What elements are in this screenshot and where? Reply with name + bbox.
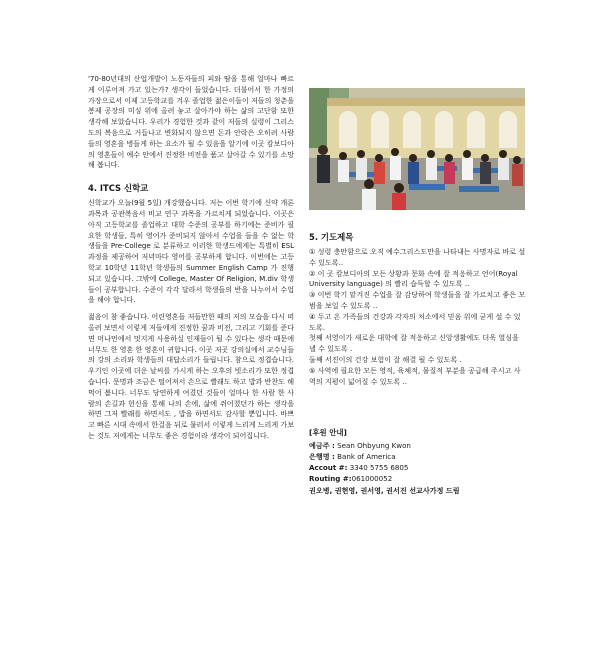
routing-number-value: 061000052 <box>351 474 393 484</box>
bank-name-row <box>309 451 527 462</box>
right-column <box>309 88 527 496</box>
prayer-section <box>309 232 527 387</box>
classroom-photo <box>309 88 525 210</box>
photo-illustration <box>309 88 525 210</box>
prayer-heading: 5. 기도제목 <box>309 232 354 242</box>
ltcs-paragraph-1: 신학교가 오늘(9월 5일) 개강했습니다. 저는 이번 학기에 신약 개론 과목과 공관복음서 비교 연구 과목을 가르치게 되었습니다. 이곳은 아직 고등학교를 졸업하고 대학 수준의 공부를 하기에는 준비가 필요한 학생들, 특히 영어가 준비되지 않아서 수업을 들을 수 없는 학생들을 Pre-College 로 분류하고 이러한 학생드에게는 특별히 ESL 과정을 제공하여 저녁마다 영어를 공부하게 합니다. 이번에는 고등학교 10학년 11학년 학생들의 Summer English Camp 가 진행되고 있습니다. 그밖에 College, Master Of Religion, M.div 학생들이 공부합니다. 수준이 각각 달라서 학생들의 반을 나누어서 수업을 해야 합니다. <box>88 198 294 305</box>
family-signature: 권오병, 권현영, 권서영, 권서진 선교사가정 드림 <box>309 486 460 496</box>
ltcs-heading: 4. ITCS 신학교 <box>88 183 149 194</box>
intro-paragraph: '70-80년대의 산업개발이 노동자들의 피와 땀을 통해 얼마나 빠르게 이루어져 가고 있는가? 생각이 들었습니다. 더불어서 한 가정의 가장으로서 이제 고등학교를 겨우 졸업한 젊은이들이 저들의 청춘을 봉제 공장의 미싱 위에 올려 놓고 살아가야 하는 삶의 고단함 또한 생각해 보았습니다. 우리가 경험한 것과 같이 저들의 실령이 그리스도의 복음으로 거듭나고 변화되지 않으면 돈과 안락은 오히려 사람들의 영혼을 병들게 하는 요소가 될 수 있음을 알기에 이곳 캄보디아의 영혼들이 예수 안에서 진정한 비전을 품고 살아갈 수 있기를 소망해 봅니다. <box>88 74 294 170</box>
support-title: [후원 안내] <box>309 428 347 438</box>
account-number-label: Accout #: <box>309 463 348 473</box>
routing-number-row <box>309 473 527 484</box>
bank-name-label: 은행명 : <box>309 452 335 462</box>
account-number-row <box>309 462 527 473</box>
prayer-item: ③ 이번 학기 맡겨진 수업을 잘 감당하여 학생들을 잘 가르치고 좋은 모범을 보일 수 있도록 .. <box>309 290 526 310</box>
routing-number-label: Routing #: <box>309 474 352 484</box>
prayer-item: ⑤ 사역에 필요한 모든 영적, 육체적, 물질적 부분을 공급해 주시고 사역의 지평이 넓어질 수 있도록 .. <box>309 365 521 386</box>
prayer-item: ① 성령 충만함으로 오직 예수그리스도만을 나타내는 사명자로 바로 설수 있도록.. <box>309 247 526 267</box>
support-section <box>309 427 527 496</box>
ltcs-section <box>88 183 294 442</box>
account-holder-row <box>309 440 527 451</box>
prayer-item: ② 이 곳 캄보디아의 모든 상황과 문화 속에 잘 적응하고 언어(Royal University language) 의 빨리 습득할 수 있도록 .. <box>309 268 518 289</box>
prayer-item: 첫째 서영이가 새로운 대학에 잘 적응하고 신앙생활에도 더욱 열심을 낼 수 있도록 . <box>309 333 519 354</box>
account-holder-value: Sean Ohbyung Kwon <box>334 441 411 451</box>
account-number-value: 3340 5755 6805 <box>347 463 409 473</box>
account-holder-label: 예금주 : <box>309 441 335 451</box>
ltcs-paragraph-2: 젊음이 참 좋습니다. 어린영혼들 저들만한 때의 저의 모습을 다시 떠올려 보면서 이렇게 저들에게 진정한 꿈과 비전, 그리고 기회를 준다면 머나먼에서 멋지게 사용하실 인재들이 될 수 있다는 생각 때문에 너무도 한 영혼 한 영혼이 귀합니다. 이곳 저곳 강의실에서 교수님들의 강의 소리와 학생들의 대답소리가 들립니다. 참으로 정겹습니다. 우기인 이곳에 더운 날씨를 가시게 하는 오후의 빗소리가 또한 정겹습니다. 문명과 조금은 떨어져서 손으로 빨래도 하고 밥과 반찬도 해먹어 봅니다. 너무도 당연하게 여겼던 것들이 얼마나 한 사람 한 사람의 손길과 헌신을 통해 나의 손에, 삶에 쥐어졌던가 하는 생각을 하면 그저 빨래를 하면서도 , 밥을 하면서도 감사할 뿐입니다. 바쁘고 빠른 시대 속에서 한걸음 뒤로 물러서 이렇게 느리게 느리게 가보는 것도 저에게는 너무도 좋은 경험이라 생각이 되어집니다. <box>88 312 294 440</box>
left-column <box>88 74 294 442</box>
prayer-item: ④ 두고 온 가족들의 건강과 각자의 처소에서 믿음 위에 굳게 설 수 있도록. <box>309 311 521 332</box>
bank-name-value: Bank of America <box>334 452 396 462</box>
prayer-item: 둘째 서진이의 건강 보험이 잘 해결 될 수 있도록 . <box>309 354 462 364</box>
